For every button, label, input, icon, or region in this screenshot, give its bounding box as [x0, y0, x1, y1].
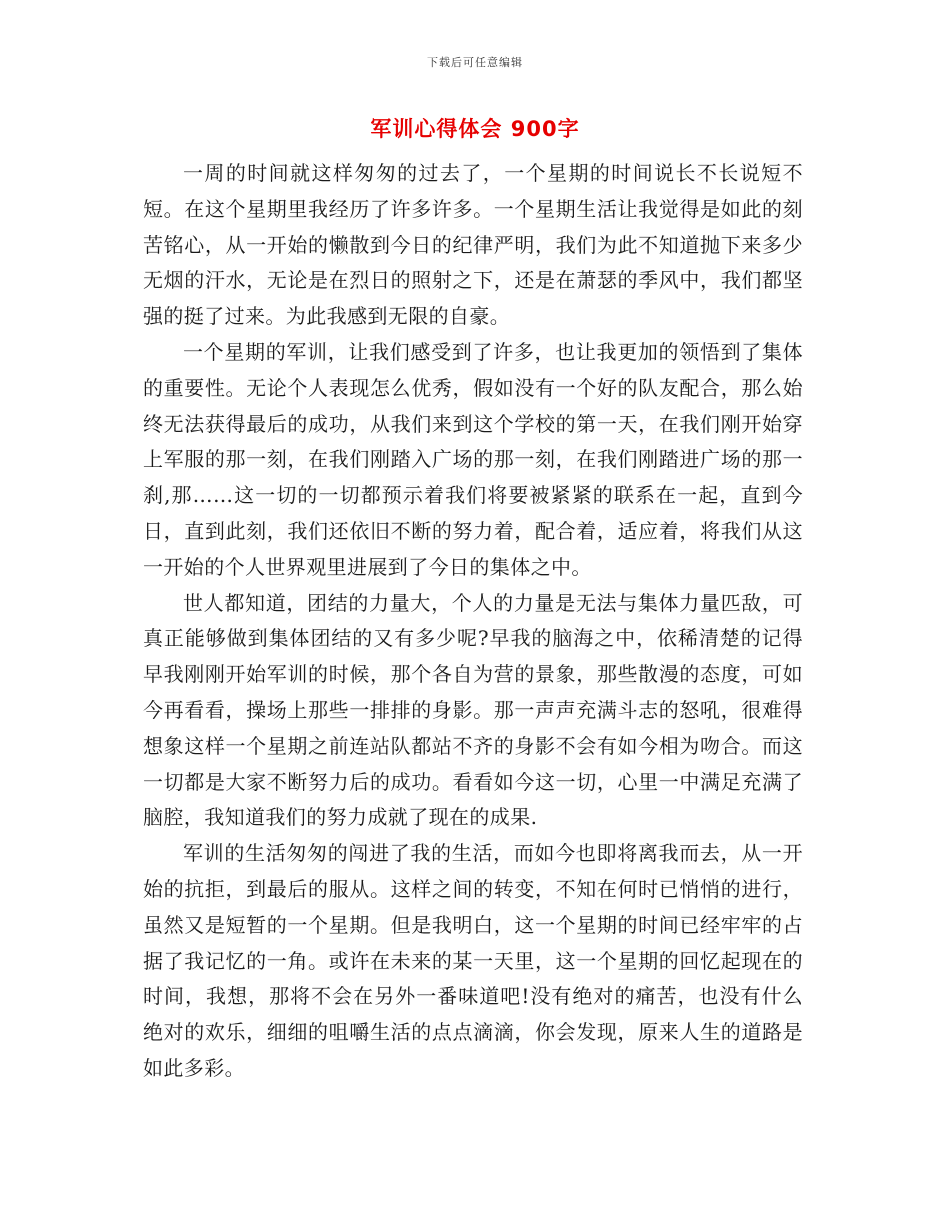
paragraph-4: 军训的生活匆匆的闯进了我的生活，而如今也即将离我而去，从一开始的抗拒，到最后的服从。这样之间的转变，不知在何时已悄悄的进行，虽然又是短暂的一个星期。但是我明白，这一个星期的时间已经牢牢的占据了我记忆的一角。或许在未来的某一天里，这一个星期的回忆起现在的时间，我想，那将不会在另外一番味道吧!没有绝对的痛苦，也没有什么绝对的欢乐，细细的咀嚼生活的点点滴滴，你会发现，原来人生的道路是如此多彩。 [143, 841, 803, 1080]
document-body [143, 156, 803, 1087]
paragraph-2: 一个星期的军训，让我们感受到了许多，也让我更加的领悟到了集体的重要性。无论个人表现怎么优秀，假如没有一个好的队友配合，那么始终无法获得最后的成功，从我们来到这个学校的第一天，在我们刚开始穿上军服的那一刻，在我们刚踏入广场的那一刻，在我们刚踏进广场的那一刹,那……这一切的一切都预示着我们将要被紧紧的联系在一起，直到今日，直到此刻，我们还依旧不断的努力着，配合着，适应着，将我们从这一开始的个人世界观里进展到了今日的集体之中。 [143, 339, 803, 579]
header-note: 下载后可任意编辑 [427, 56, 523, 69]
paragraph-1: 一周的时间就这样匆匆的过去了，一个星期的时间说长不长说短不短。在这个星期里我经历了许多许多。一个星期生活让我觉得是如此的刻苦铭心，从一开始的懒散到今日的纪律严明，我们为此不知道抛下来多少无烟的汗水，无论是在烈日的照射之下，还是在萧瑟的季风中，我们都坚强的挺了过来。为此我感到无限的自豪。 [143, 161, 803, 329]
document-title: 军训心得体会 900字 [370, 117, 580, 141]
paragraph-3: 世人都知道，团结的力量大，个人的力量是无法与集体力量匹敌，可真正能够做到集体团结的又有多少呢?早我的脑海之中，依稀清楚的记得早我刚刚开始军训的时候，那个各自为营的景象，那些散漫的态度，可如今再看看，操场上那些一排排的身影。那一声声充满斗志的怒吼，很难得想象这样一个星期之前连站队都站不齐的身影不会有如今相为吻合。而这一切都是大家不断努力后的成功。看看如今这一切，心里一中满足充满了脑腔，我知道我们的努力成就了现在的成果. [143, 590, 803, 830]
